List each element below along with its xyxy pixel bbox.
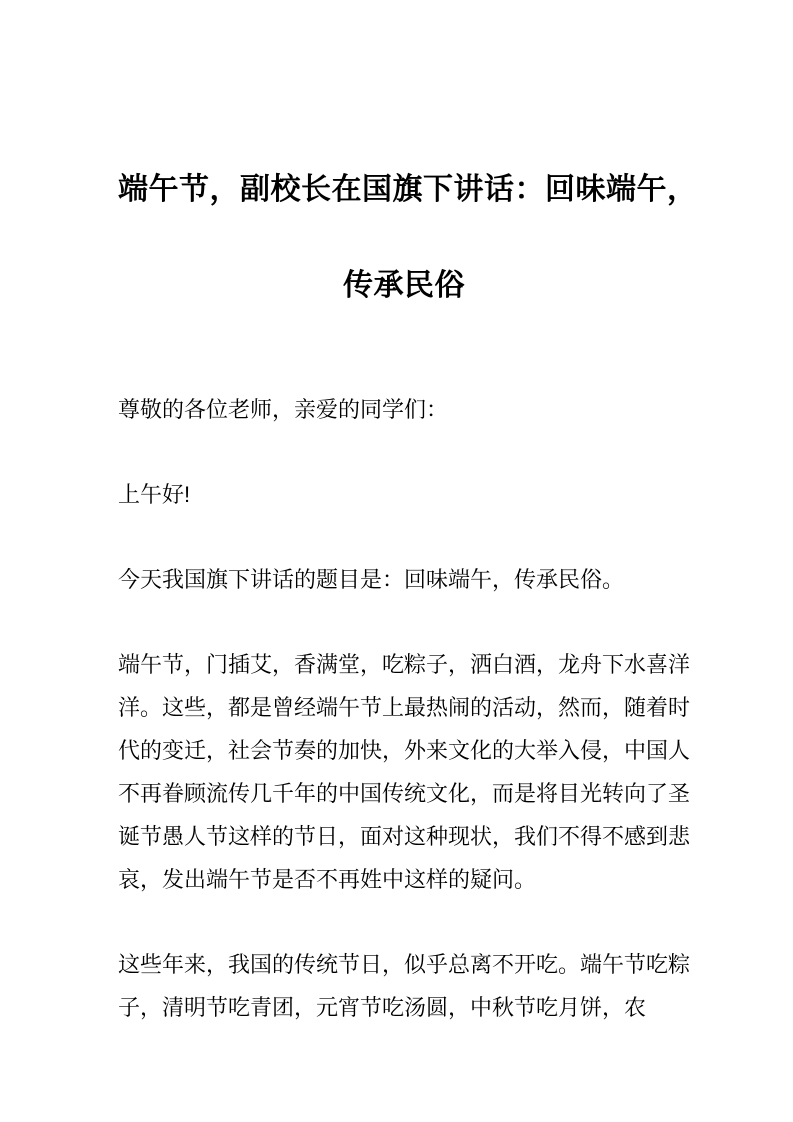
paragraph-greeting: 上午好! — [118, 482, 191, 507]
paragraph-festival-foods: 这些年来，我国的传统节日，似乎总离不开吃。端午节吃粽子，清明节吃青团，元宵节吃汤圆，中秋节吃月饼，农 — [118, 952, 691, 1020]
page-title-line-2: 传承民俗 — [343, 269, 465, 303]
paragraph-salutation: 尊敬的各位老师，亲爱的同学们： — [118, 397, 449, 422]
page-title — [118, 142, 698, 334]
paragraph-topic: 今天我国旗下讲话的题目是：回味端午，传承民俗。 — [118, 567, 625, 592]
document-body — [118, 388, 690, 1029]
page-title-line-1: 端午节，副校长在国旗下讲话：回味端午， — [118, 173, 698, 207]
paragraph-customs-decline: 端午节，门插艾，香满堂，吃粽子，洒白酒，龙舟下水喜洋洋。这些，都是曾经端午节上最热闹的活动，然而，随着时代的变迁，社会节奏的加快，外来文化的大举入侵，中国人不再眷顾流传几千年的中国传统文化，而是将目光转向了圣诞节愚人节这样的节日，面对这种现状，我们不得不感到悲哀，发出端午节是否不再姓中这样的疑问。 — [118, 652, 691, 892]
